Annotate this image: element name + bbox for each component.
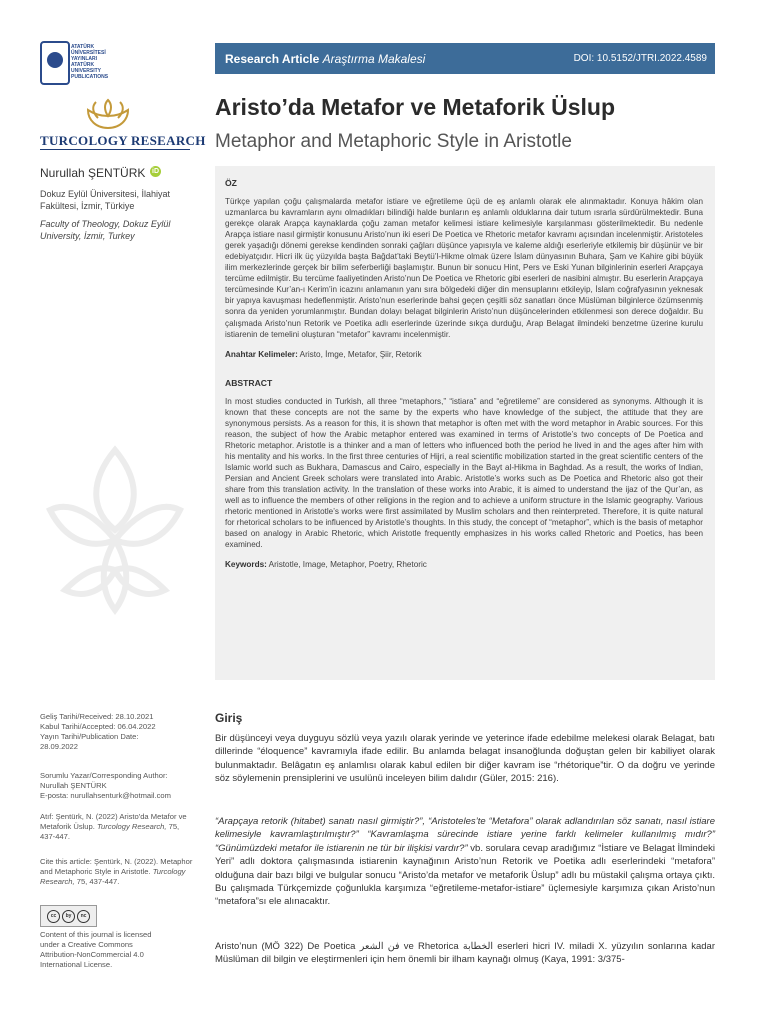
university-logo — [40, 41, 70, 85]
corresponding-email[interactable]: E-posta: nurullahsenturk@hotmail.com — [40, 791, 171, 800]
affiliation-en: Faculty of Theology, Dokuz Eylül University, İzmir, Turkey — [40, 219, 171, 241]
title-english: Metaphor and Metaphoric Style in Aristotle — [215, 131, 572, 152]
cc-license-badge[interactable] — [40, 905, 97, 927]
orcid-icon[interactable]: iD — [152, 168, 159, 175]
corresponding-name: Nurullah ŞENTÜRK — [40, 781, 107, 790]
journal-emblem-icon — [82, 98, 134, 132]
body-paragraph-3: Aristo’nun (MÖ 322) De Poetica فن الشعر ve Rhetorica الخطابة eserleri hicri IV. miladi X. yüzyılın sonlarına kadar Müslüman dil bilgin ve eleştirmenleri için hem önemli bir ilham kaynağı olmuş (Kaya, 1991: 3/375- — [215, 941, 715, 966]
abstract-box — [215, 166, 715, 680]
body-paragraph-2: “Arapçaya retorik (hitabet) sanatı nasıl girmiştir?”, “Aristoteles’te “Metafora” olarak adlandırılan söz sanatı, nasıl istiare kelimesiyle kavramlaştırılmıştır?” “Kavramlaşma sürecinde istiare yerine farklı kelimeler kullanılmış mıdır?” “Günümüzdeki metafor ile istiarenin ne tür bir ilişkisi vardır?” vb. sorulara cevap aradığımız “İstiare ve Belagat İlmindeki Yeri” adlı doktora çalışmasında istiarenin kaynağının Aristo’nun Retorik ve Poetika adlı eserlerindeki “metafora” olduğuna dair bazı bilgi ve bulgular sonucu “Aristo’da metafor ve metaforik Üslup” adlı bu müstakil çalışma ortaya çıktı. Bu çalışmada Türkçemizde çoğunlukla karşımıza “eğretileme-metafor-istiare” üçlemesiyle karşımıza çıkan Aristo’nun “metafora”sı ele alınacaktır. — [215, 816, 715, 908]
cc-icon: cc — [47, 910, 60, 923]
abstract-keywords: Keywords: Aristotle, Image, Metaphor, Poetry, Rhetoric — [225, 560, 427, 570]
publication-date: 28.09.2022 — [40, 742, 79, 751]
citation-en: Cite this article: Şentürk, N. (2022). Metaphor and Metaphoric Style in Aristotle. Turcology Research, 75, 437-447. — [40, 857, 193, 886]
publication-date-label: Yayın Tarihi/Publication Date: — [40, 732, 139, 741]
title-turkish: Aristo’da Metafor ve Metaforik Üslup — [215, 94, 616, 120]
oz-heading: ÖZ — [225, 178, 237, 188]
abstract-text: In most studies conducted in Turkish, all three “metaphors,” “istiara” and “eğretileme” are considered as synonyms. Although it is known that these concepts are not the same by the experts who have knowledge of the subject, the attitude that they are synonymous persists. As a reason for this, it is shown that metaphor is often met with the word metaphor in Arabic sources. For this reason, the subject of how the Arabic metaphor entered was examined in terms of Aristotle’s two concepts of De Poetica and Rhetoric metaphor. Aristotle is a thinker and a man of letters who influenced both the period he lived in and the ages after him with his mentality and his works. In the first three centuries of Hijri, a real scientific mobilization started in the great scientific centers of the Islamic world such as Bukhara, Damascus and Cairo, especially in the Bayt al-Hikma in Baghdad. As a result, the works of Indian, Persian and Ancient Greek scholars were translated into Arabic. Aristotle’s works such as De Poetica and Rhetoric also got their share from this translation activity. In the translation of these works into Arabic, it is aimed to understand the ijaz of the Qur’an, as well as to influence the members of other religions in the region and to achieve a uniform structure in the Islamic geography. Various rhetoric mentioned in Aristotle’s works were first assimilated by Muslim scholars and then reinterpreted. Therefore, it is quite natural for rhetorical scholars to be influenced by Aristotle’s thoughts. In this study, the concept of “metaphor”, which is the basis of metaphor based on analogy in Arabic Rhetoric, which Aristotle frequently emphasizes in his works called Rhetoric and Poetics, has been examined. — [225, 396, 703, 550]
article-dates — [40, 712, 190, 752]
by-icon: by — [62, 910, 75, 923]
author-name: Nurullah ŞENTÜRK — [40, 166, 146, 180]
journal-name: TURCOLOGY RESEARCH — [40, 133, 206, 148]
license-text: Content of this journal is licensed under a Creative Commons Attribution-NonCommercial 4.0 International License. — [40, 930, 152, 969]
citation-tr: Atıf: Şentürk, N. (2022) Aristo'da Metafor ve Metaforik Üslup. Turcology Research, 75, 437-447. — [40, 812, 187, 841]
oz-keywords: Anahtar Kelimeler: Aristo, İmge, Metafor, Şiir, Retorik — [225, 349, 422, 359]
body-paragraph-1: Bir düşünceyi veya duyguyu sözlü veya yazılı olarak yerinde ve yeterince ifade edebilme melekesi olarak Belagat, batı dillerinde “éloquence” kavramıyla ifade edilir. Bu anlamda belagat insanoğlunda doğuştan gelen bir kabiliyet olarak bulunmaktadır. Belâgatın eş anlamlısı olarak kabul edilen bir diğer kavram ise “rhétorique”tir. O da doğru ve yerinde söz söylemenin prensiplerini ve usulünü inceleyen bilim dalıdır (Güler, 2015: 216). — [215, 733, 715, 785]
article-type-bar — [215, 43, 715, 74]
accepted-date: Kabul Tarihi/Accepted: 06.04.2022 — [40, 722, 156, 731]
corresponding-author — [40, 771, 195, 801]
received-date: Geliş Tarihi/Received: 28.10.2021 — [40, 712, 154, 721]
doi[interactable]: DOI: 10.5152/JTRI.2022.4589 — [573, 53, 707, 64]
journal-name-underline — [40, 149, 190, 150]
oz-text: Türkçe yapılan çoğu çalışmalarda metafor istiare ve eğretileme üçü de eş anlamlı olarak ele alınmaktadır. Konuya hâkim olan uzmanlarca bu kavramların aynı olmadıkları bilindiği halde bunların eş anlamlı olduklarına dair tutum ısrarla sürdürülmektedir. Buna gerekçe olarak Arapça kaynaklarda çoğu zaman metafor kelimesi istiare kelimesiyle karşılanması gösterilmektedir. Bu nedenle Arapça istiare nasıl girmiştir konusunu Aristo’nun iki eseri De Poetica ve Rhetoric metafor kavramı açısından incelenmiştir. Aristoteles gerek yaşadığı dönemi gerekse kendinden sonraki çağları düşünce yapısıyla ve kaleme aldığı eserleriyle etkilemiş bir düşünür ve bir edebiyatçıdır. Hicri ilk üç yüzyılda başta Bağdat’taki Beytü’l-Hikme olmak üzere İslam dünyasının Buhara, Şam ve Kahire gibi büyük ilim merkezlerinde gerçek bir bilim seferberliği başlamıştır. Bunun bir sonucu Hint, Pers ve Eski Yunan bilginlerinin eserleri Arapçaya tercüme edilmiştir. Bu tercüme faaliyetinden Aristo’nun De Poetica ve Rhetoric gibi eserleri de nasibini almıştır. Bu eserlerin Arapçaya tercümesinde Kur’an-ı Kerim’in icazını anlamanın yanı sıra bölgedeki diğer din mensuplarını etkileyip, İslam coğrafyasının yeknesak bir yapıya kavuşması hedeflenmiştir. Aristo’nun eserlerinde bahsi geçen çeşitli söz sanatları önce Müslüman bilginlerce özümsenmiş sonra da yeniden yorumlanmıştır. Bundan dolayı belagat bilginlerin Aristo’nun düşüncelerinden etkilenmesi son derece doğaldır. Bu çalışmada Aristo’nun Retorik ve Poetika adlı eserlerinde üzerinde sıkça durduğu, Arap Belagat ilmindeki benzetme üzerine kurulu istiarenin de temelini oluşturan “metafor” kavramı incelenmiştir. — [225, 197, 703, 339]
article-type: Research Article Araştırma Makalesi — [225, 51, 426, 66]
university-logo-text: ATATÜRK ÜNİVERSİTESİ YAYINLARI ATATÜRK UNIVERSITY PUBLICATIONS — [71, 44, 109, 80]
corresponding-label: Sorumlu Yazar/Corresponding Author: — [40, 771, 168, 780]
nc-icon: nc — [77, 910, 90, 923]
abstract-heading: ABSTRACT — [225, 377, 273, 388]
section-heading: Giriş — [215, 711, 243, 725]
affiliation-tr: Dokuz Eylül Üniversitesi, İlahiyat Fakültesi, İzmir, Türkiye — [40, 189, 171, 211]
ornament-watermark-icon — [30, 440, 200, 620]
